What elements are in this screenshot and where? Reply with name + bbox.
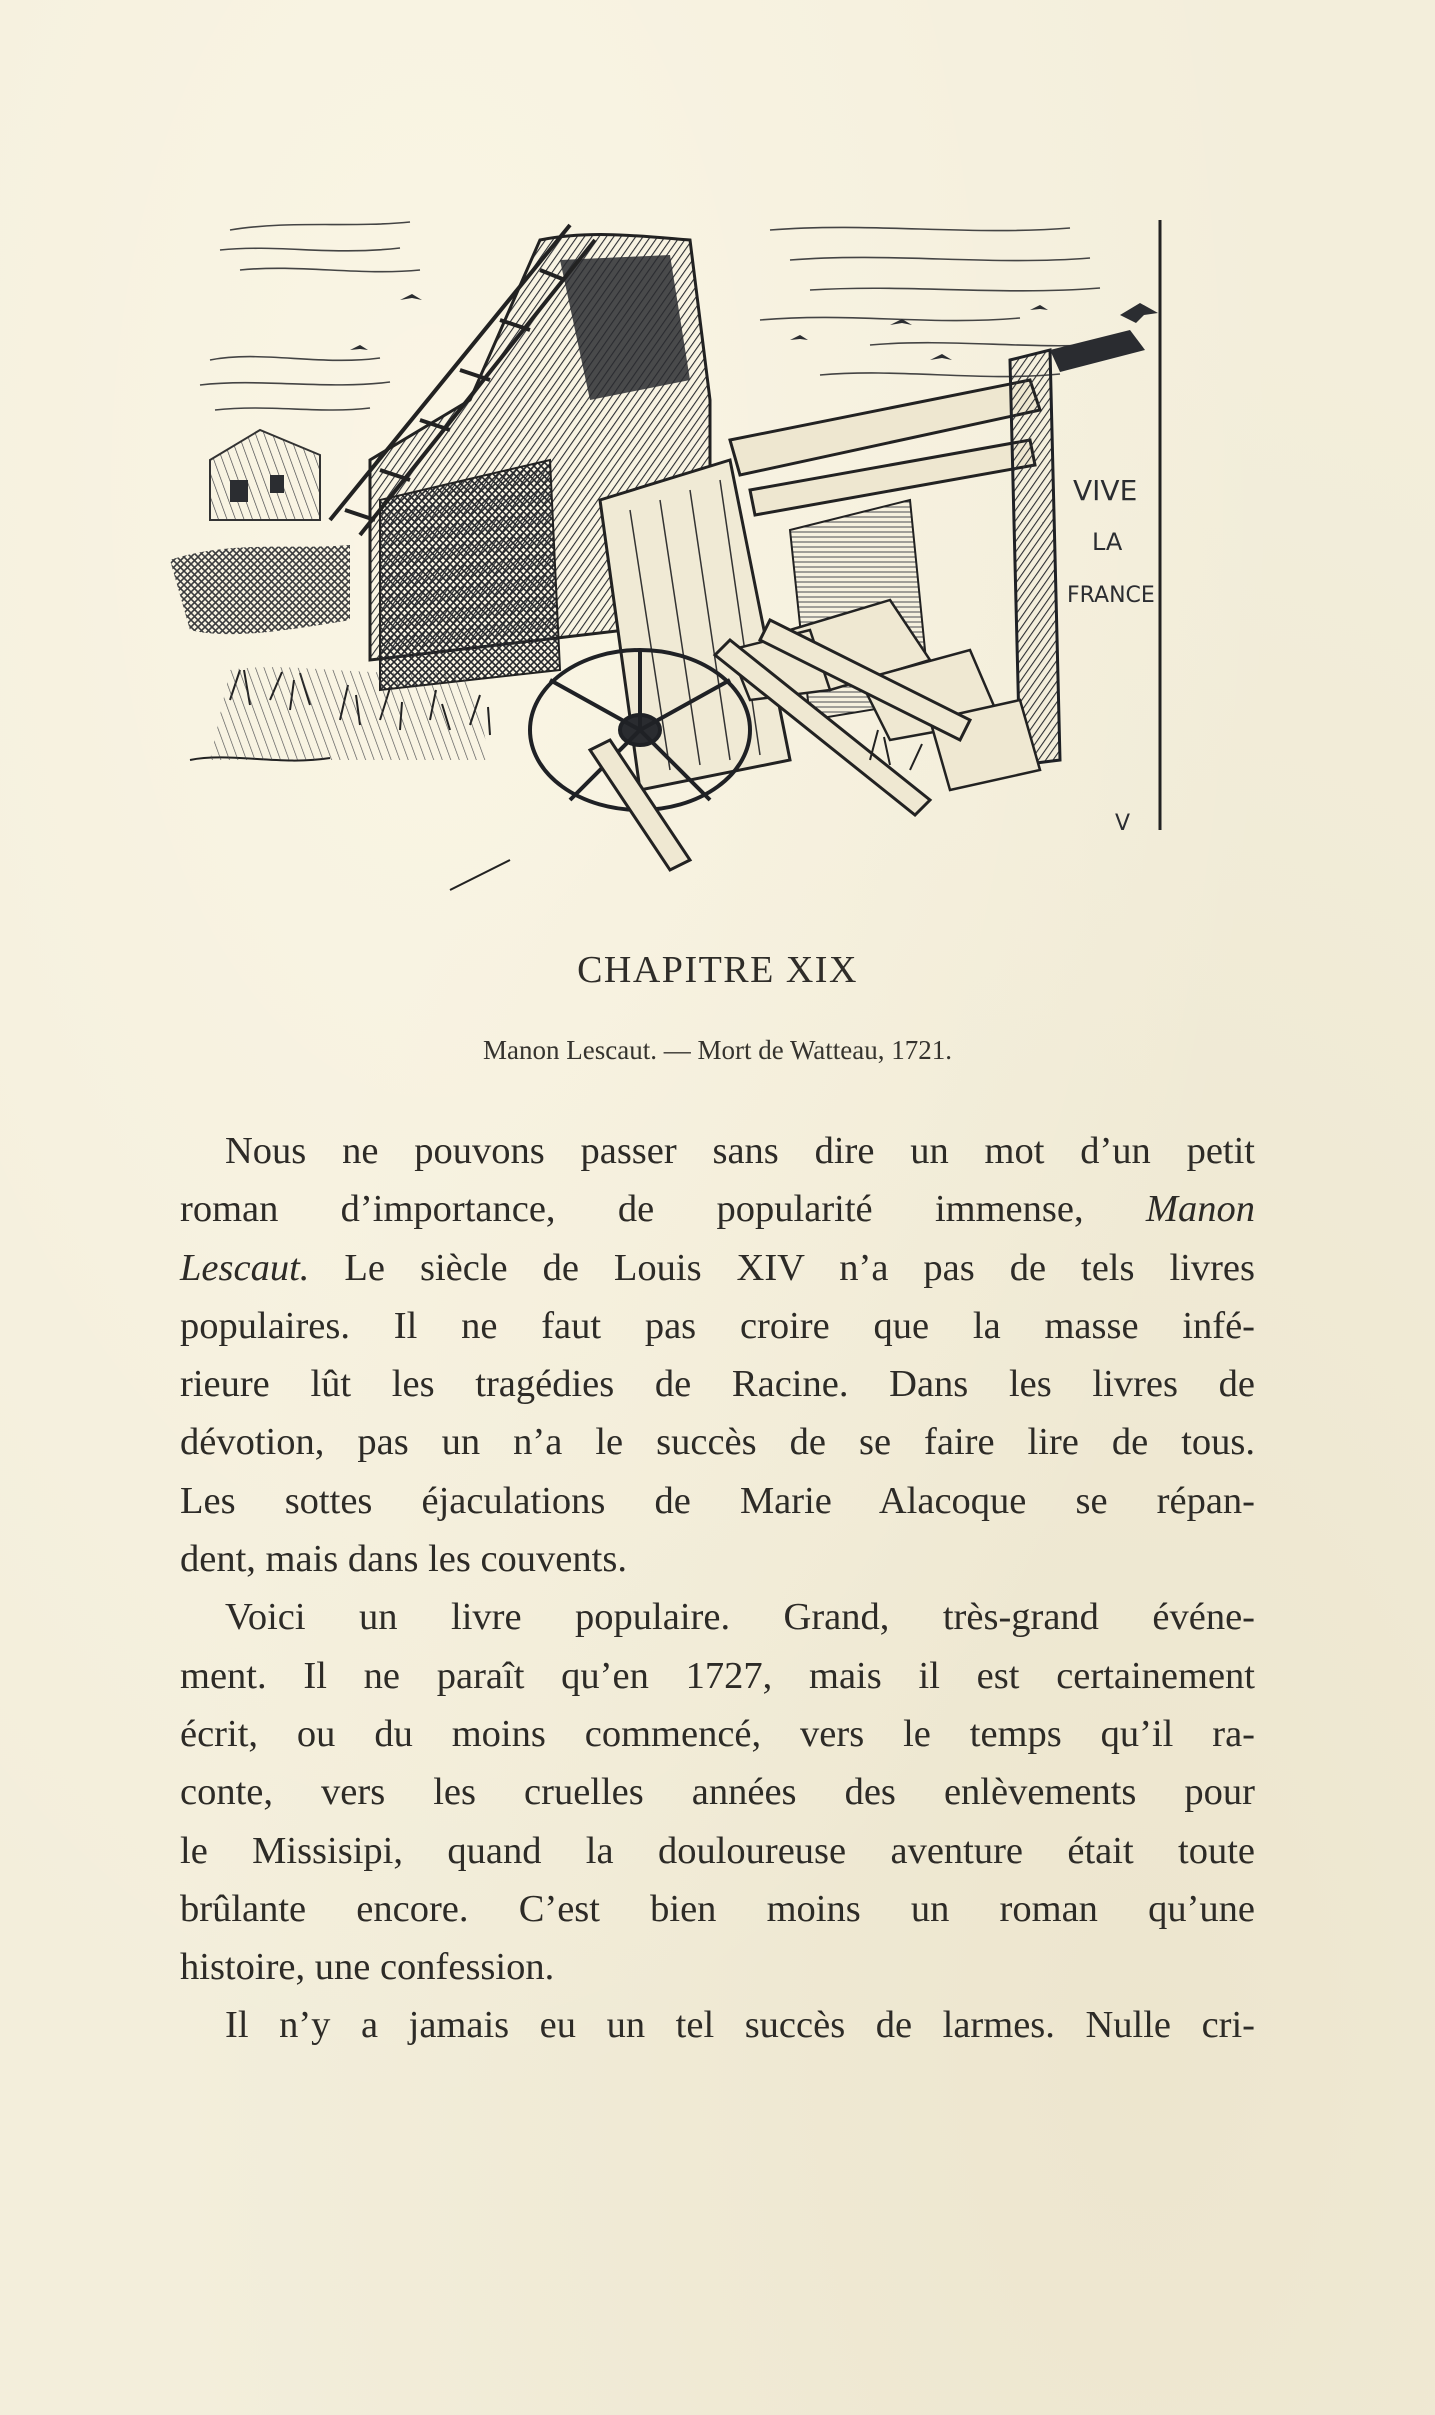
text-line [180, 1996, 1255, 2054]
paragraphs [180, 1122, 1255, 2055]
text-segment: dent, mais dans les couvents. [180, 1538, 627, 1581]
text-segment: Il n’y a jamais eu un tel succès de larmes. Nulle cri- [225, 2004, 1255, 2047]
engraving-illustration [170, 200, 1250, 900]
text-segment: histoire, une confession. [180, 1946, 555, 1989]
sign-line-2: LA [1092, 528, 1123, 556]
text-line [180, 1180, 1255, 1238]
text-line [180, 1530, 1255, 1588]
text-segment: dévotion, pas un n’a le succès de se faire lire de tous. [180, 1421, 1255, 1464]
text-line [180, 1763, 1255, 1821]
italic-text: Manon [1145, 1188, 1255, 1231]
text-segment: roman d’importance, de popularité immense, [180, 1188, 1146, 1231]
body-text [180, 1122, 1255, 2055]
text-segment: rieure lût les tragédies de Racine. Dans les livres de [180, 1363, 1255, 1406]
text-line [180, 1472, 1255, 1530]
text-line [180, 1122, 1255, 1180]
text-line [180, 1880, 1255, 1938]
artist-signature: V [1115, 811, 1131, 836]
text-line [180, 1413, 1255, 1471]
text-segment: Voici un livre populaire. Grand, très-grand événe- [225, 1596, 1255, 1639]
text-segment: brûlante encore. C’est bien moins un roman qu’une [180, 1887, 1255, 1930]
text-line [180, 1705, 1255, 1763]
text-segment: ment. Il ne paraît qu’en 1727, mais il est certainement [180, 1654, 1255, 1697]
sign-inscription [1067, 474, 1155, 836]
text-segment: écrit, ou du moins commencé, vers le temps qu’il ra- [180, 1712, 1255, 1755]
text-line [180, 1938, 1255, 1996]
sign-line-3: FRANCE [1067, 583, 1155, 608]
chapter-title: CHAPITRE XIX [577, 949, 858, 991]
text-segment: populaires. Il ne faut pas croire que la masse infé- [180, 1304, 1255, 1347]
text-segment: conte, vers les cruelles années des enlèvements pour [180, 1771, 1255, 1814]
birds [350, 294, 1158, 360]
text-segment: le Missisipi, quand la douloureuse aventure était toute [180, 1829, 1255, 1872]
text-line [180, 1239, 1255, 1297]
chapter-subtitle: Manon Lescaut. — Mort de Watteau, 1721. [483, 1035, 952, 1065]
text-line [180, 1822, 1255, 1880]
text-segment: Nous ne pouvons passer sans dire un mot d’un petit [225, 1130, 1255, 1172]
distant-house [210, 430, 320, 520]
text-segment: Les sottes éjaculations de Marie Alacoque se répan- [180, 1479, 1255, 1522]
italic-text: Lescaut. [180, 1246, 310, 1289]
sign-line-1: VIVE [1073, 474, 1138, 507]
text-line [180, 1355, 1255, 1413]
text-line [180, 1297, 1255, 1355]
text-line [180, 1647, 1255, 1705]
text-line [180, 1588, 1255, 1646]
text-segment: Le siècle de Louis XIV n’a pas de tels livres [309, 1246, 1255, 1289]
